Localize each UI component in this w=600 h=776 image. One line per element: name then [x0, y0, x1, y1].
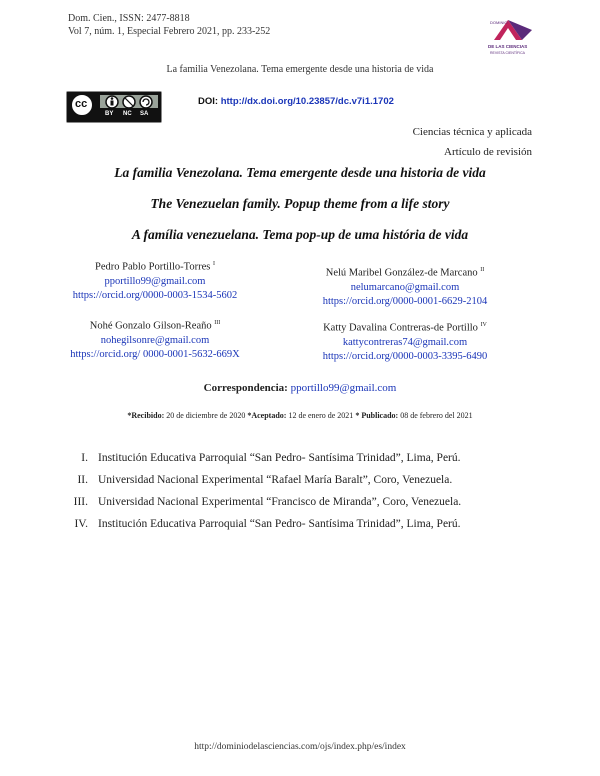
- correspondence-email[interactable]: pportillo99@gmail.com: [290, 382, 397, 394]
- cc-license-badge[interactable]: [66, 91, 162, 123]
- journal-logo: [488, 10, 538, 60]
- author-name: Pedro Pablo Portillo-Torres $^I$: [95, 261, 215, 273]
- cc-sa-text: SA: [140, 111, 149, 117]
- received-date: 20 de diciembre de 2020: [166, 411, 246, 420]
- author-block-2: [290, 263, 520, 309]
- author-email[interactable]: pportillo99@gmail.com: [104, 275, 206, 287]
- author-email[interactable]: nohegilsonre@gmail.com: [100, 334, 210, 346]
- affiliation-item: IV. Institución Educativa Parroquial “San Pedro- Santísima Trinidad”, Lima, Perú.: [74, 518, 461, 530]
- journal-issn: Dom. Cien., ISSN: 2477-8818: [68, 13, 190, 24]
- title-spanish: La familia Venezolana. Tema emergente desde una historia de vida: [114, 165, 486, 180]
- correspondence: [0, 382, 600, 394]
- accepted-date: 12 de enero de 2021: [288, 411, 354, 420]
- journal-volume: Vol 7, núm. 1, Especial Febrero 2021, pp. 233-252: [68, 26, 271, 37]
- logo-text-sub: REVISTA CIENTÍFICA: [490, 51, 525, 55]
- author-name: Nelú Maribel González-de Marcano $^{II}$: [325, 267, 485, 279]
- author-orcid[interactable]: https://orcid.org/0000-0001-6629-2104: [322, 295, 488, 307]
- cc-by-text: BY: [105, 111, 114, 117]
- published-date: 08 de febrero del 2021: [400, 411, 473, 420]
- title-portuguese: A família venezuelana. Tema pop-up de uma história de vida: [131, 227, 469, 242]
- doi-link[interactable]: http://dx.doi.org/10.23857/dc.v7i1.1702: [220, 96, 394, 107]
- title-english: The Venezuelan family. Popup theme from a life story: [150, 196, 450, 211]
- logo-text-main: DE LAS CIENCIAS: [488, 44, 528, 49]
- doi-label: DOI:: [198, 96, 219, 107]
- logo-text-top: DOMINIO: [490, 20, 508, 25]
- cc-text: cc: [75, 98, 88, 110]
- affiliation-item: I. Institución Educativa Parroquial “San Pedro- Santísima Trinidad”, Lima, Perú.: [81, 452, 461, 464]
- correspondence-label: Correspondencia:: [203, 382, 288, 394]
- author-block-3: [50, 316, 260, 362]
- author-email[interactable]: kattycontreras74@gmail.com: [342, 336, 468, 348]
- article-type: Artículo de revisión: [444, 146, 532, 158]
- author-orcid[interactable]: https://orcid.org/ 0000-0001-5632-669X: [70, 348, 240, 360]
- author-orcid[interactable]: https://orcid.org/0000-0003-1534-5602: [72, 289, 238, 301]
- cc-nc-text: NC: [123, 111, 132, 117]
- article-dates: [0, 411, 600, 420]
- affiliation-item: II. Universidad Nacional Experimental “Rafael María Baralt”, Coro, Venezuela.: [77, 474, 453, 486]
- section-category: Ciencias técnica y aplicada: [412, 126, 532, 138]
- received-label: *Recibido:: [127, 411, 165, 420]
- affiliations-list: [58, 452, 558, 530]
- author-block-1: [50, 257, 260, 303]
- author-orcid[interactable]: https://orcid.org/0000-0003-3395-6490: [322, 350, 488, 362]
- author-email[interactable]: nelumarcano@gmail.com: [350, 281, 460, 293]
- author-name: Katty Davalina Contreras-de Portillo $^{IV}$: [323, 322, 487, 334]
- running-title: La familia Venezolana. Tema emergente desde una historia de vida: [166, 64, 434, 75]
- affiliation-item: III. Universidad Nacional Experimental “Francisco de Miranda”, Coro, Venezuela.: [73, 496, 462, 508]
- article-section: [413, 122, 532, 162]
- author-block-4: [290, 318, 520, 364]
- journal-info: [68, 12, 270, 38]
- footer-url[interactable]: http://dominiodelasciencias.com/ojs/index.php/es/index: [194, 742, 406, 752]
- published-label: * Publicado:: [355, 411, 399, 420]
- author-name: Nohé Gonzalo Gilson-Reaño $^{III}$: [89, 320, 221, 332]
- doi: [198, 96, 394, 107]
- accepted-label: *Aceptado:: [247, 411, 287, 420]
